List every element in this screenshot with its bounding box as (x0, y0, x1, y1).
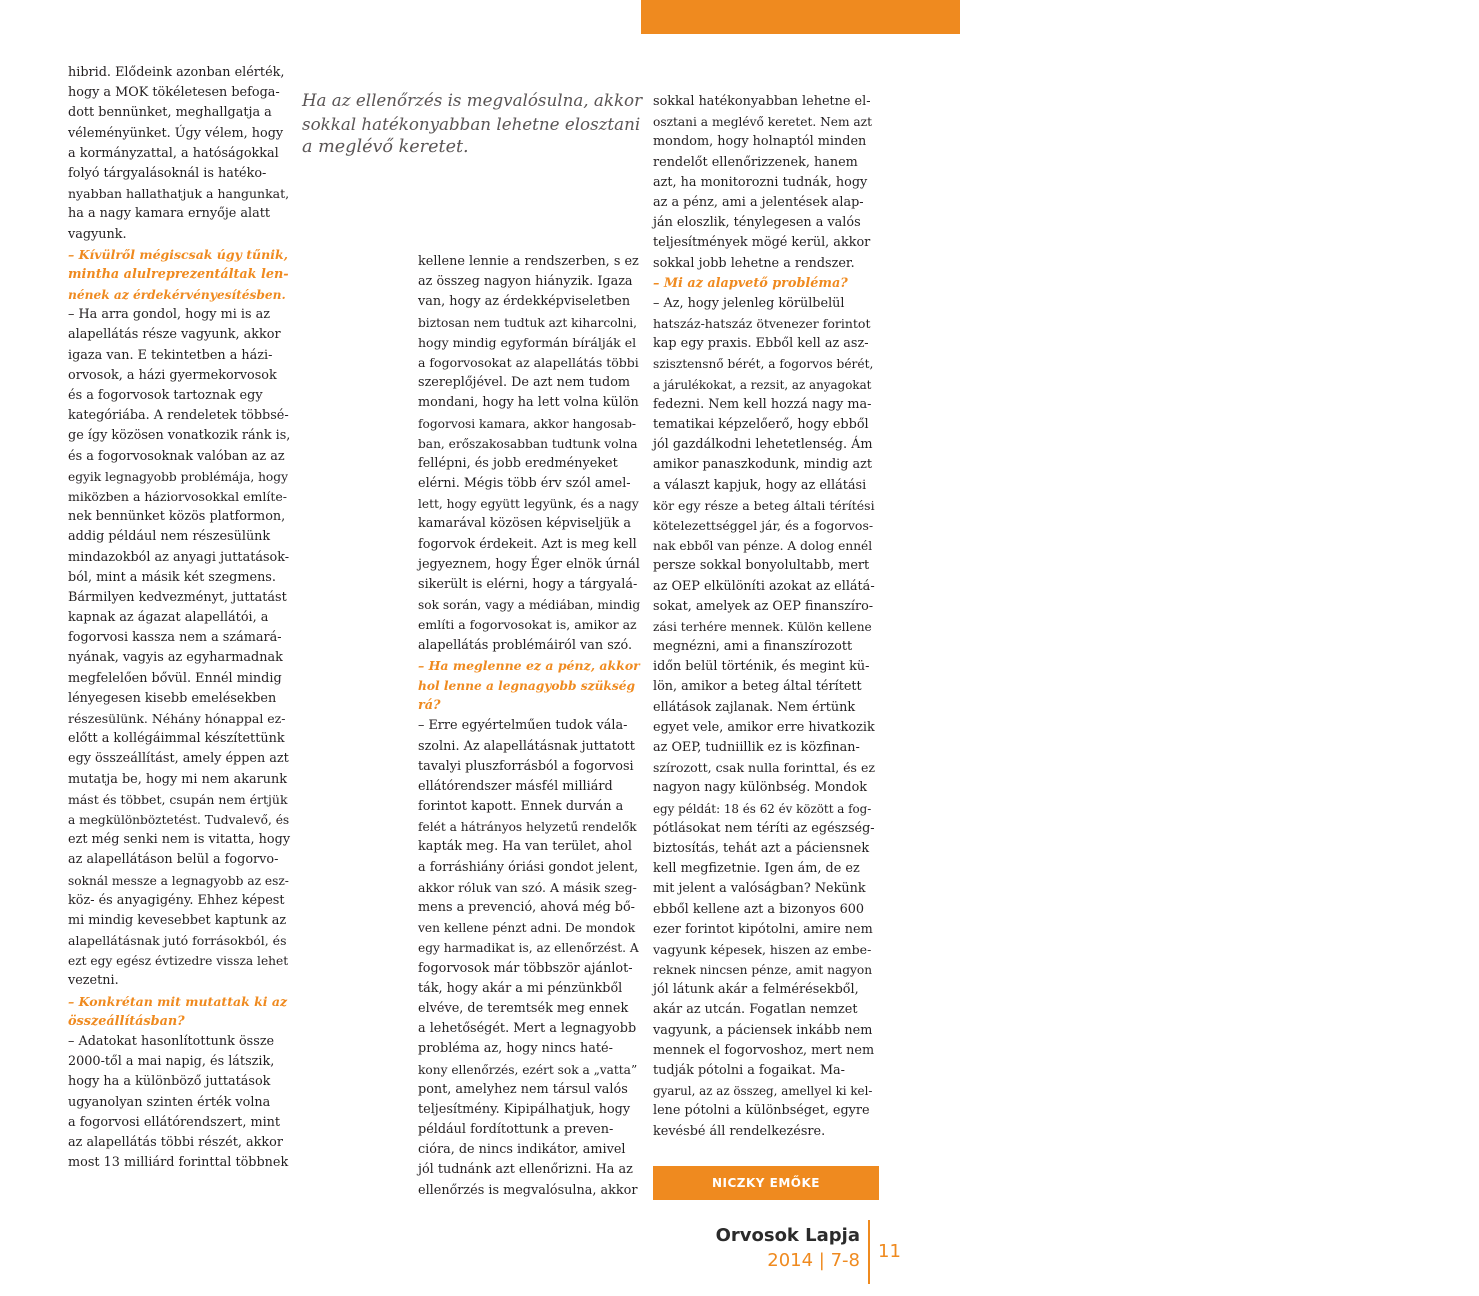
interview-question-line: összeállításban? (68, 1013, 185, 1029)
text-line: egy harmadikat is, az ellenőrzést. A (418, 941, 639, 956)
interview-question-line: rá? (418, 698, 441, 714)
text-line: a választ kapjuk, hogy az ellátási (653, 477, 867, 493)
text-column-left (68, 63, 290, 1173)
text-line: elérni. Mégis több érv szól amel- (418, 476, 631, 492)
text-line: ven kellene pénzt adni. De mondok (418, 921, 636, 936)
text-line: gyarul, az az összeg, amellyel ki kel- (653, 1084, 873, 1099)
interview-question-line: – Konkrétan mit mutattak ki az (68, 993, 288, 1009)
text-line: jól gazdálkodni lehetetlenség. Ám (653, 437, 873, 453)
text-line: alapellátásnak jutó forrásokból, és (68, 933, 287, 949)
text-line: lett, hogy együtt legyünk, és a nagy (418, 497, 639, 512)
text-line: megfelelően bővül. Ennél mindig (68, 670, 282, 686)
text-line: – Ha arra gondol, hogy mi is az (68, 307, 270, 323)
text-line: a forráshiány óriási gondot jelent, (418, 859, 639, 875)
text-line: hogy a MOK tökéletesen befoga- (68, 85, 280, 101)
text-line: a lehetőségét. Mert a legnagyobb (418, 1021, 637, 1037)
text-line: kap egy praxis. Ebből kell az asz- (653, 336, 869, 352)
text-line: és a fogorvosok tartoznak egy (68, 388, 263, 403)
text-line: megnézni, ami a finanszírozott (653, 639, 853, 655)
interview-question-line: – Mi az alapvető probléma? (653, 275, 848, 291)
text-line: osztani a meglévő keretet. Nem azt (653, 115, 873, 130)
interview-question-line: mintha alulreprezentáltak len- (68, 266, 289, 282)
text-line: nek bennünket közös platformon, (68, 509, 286, 525)
text-column-right (653, 92, 875, 1142)
text-line: vezetni. (68, 973, 119, 989)
text-line: nak ebből van pénze. A dolog ennél (653, 539, 873, 554)
text-line: jól látunk akár a felmérésekből, (653, 982, 859, 998)
text-line: véleményünket. Úgy vélem, hogy (68, 125, 284, 141)
text-line: kapták meg. Ha van terület, ahol (418, 839, 632, 855)
author-name: NICZKY EMŐKE (711, 1176, 821, 1190)
text-line: ták, hogy akár a mi pénzünkből (418, 980, 623, 996)
text-line: fedezni. Nem kell hozzá nagy ma- (653, 396, 872, 412)
text-line: probléma az, hogy nincs haté- (418, 1041, 613, 1057)
text-line: vagyunk képesek, hiszen az embe- (653, 941, 872, 957)
text-line: rendelőt ellenőrizzenek, hanem (653, 154, 858, 170)
magazine-name: Orvosok Lapja (715, 1225, 860, 1246)
text-line: hogy ha a különböző juttatások (68, 1074, 271, 1090)
text-line: hibrid. Elődeink azonban elérték, (68, 65, 285, 80)
text-line: kellene lennie a rendszerben, s ez (418, 254, 639, 269)
text-line: jegyeznem, hogy Éger elnök úrnál (418, 556, 640, 572)
text-line: tudják pótolni a fogaikat. Ma- (653, 1063, 846, 1078)
text-line: például fordítottunk a preven- (418, 1122, 614, 1138)
text-line: a fogorvosokat az alapellátás többi (418, 354, 639, 370)
text-line: kapnak az ágazat alapellátói, a (68, 610, 269, 626)
text-line: a járulékokat, a rezsit, az anyagokat (653, 377, 872, 392)
text-line: mi mindig kevesebbet kaptunk az (68, 912, 287, 928)
text-line: most 13 milliárd forinttal többnek (68, 1155, 289, 1171)
text-line: ge így közösen vonatkozik ránk is, (68, 428, 291, 444)
text-line: felét a hátrányos helyzetű rendelők (418, 820, 637, 835)
text-line: fellépni, és jobb eredményeket (418, 455, 618, 471)
text-line: szolni. Az alapellátásnak juttatott (418, 738, 635, 754)
pull-quote (302, 89, 642, 160)
text-line: és a fogorvosoknak valóban az az (68, 448, 285, 464)
text-line: időn belül történik, és megint kü- (653, 659, 870, 675)
text-line: fogorvosok már többször ajánlot- (418, 960, 633, 976)
text-line: mondom, hogy holnaptól minden (653, 134, 867, 150)
interview-question-line: hol lenne a legnagyobb szükség (418, 678, 636, 693)
text-line: lényegesen kisebb emelésekben (68, 690, 277, 706)
text-line: az a pénz, ami a jelentések alap- (653, 194, 864, 210)
text-line: Bármilyen kedvezményt, juttatást (68, 589, 287, 605)
text-line: fogorvosi kamara, akkor hangosab- (418, 416, 636, 431)
text-line: lön, amikor a beteg által térített (653, 679, 862, 695)
text-line: lene pótolni a különbséget, egyre (653, 1103, 870, 1119)
magazine-issue: 2014 | 7-8 (767, 1250, 860, 1271)
text-line: előtt a kollégáimmal készítettünk (68, 731, 285, 747)
text-line: mit jelent a valóságban? Nekünk (653, 881, 866, 897)
text-line: szereplőjével. De azt nem tudom (418, 375, 631, 391)
text-line: kategóriába. A rendeletek többsé- (68, 408, 289, 424)
text-line: soknál messze a legnagyobb az esz- (68, 873, 289, 888)
text-line: mens a prevenció, ahová még bő- (418, 900, 635, 915)
text-line: nagyon nagy különbség. Mondok (653, 780, 868, 796)
text-line: persze sokkal bonyolultabb, mert (653, 558, 870, 574)
text-line: szisztensnő bérét, a fogorvos bérét, (653, 357, 874, 372)
text-line: nyabban hallathatjuk a hangunkat, (68, 186, 290, 202)
text-line: mutatja be, hogy mi nem akarunk (68, 771, 287, 787)
text-line: sikerült is elérni, hogy a tárgyalá- (418, 577, 638, 592)
text-line: köz- és anyagigény. Ehhez képest (68, 892, 285, 908)
text-line: mást és többet, csupán nem értjük (68, 791, 288, 807)
text-line: részesülünk. Néhány hónappal ez- (68, 711, 286, 726)
text-line: van, hogy az érdekképviseletben (418, 294, 631, 310)
text-line: kamarával közösen képviseljük a (418, 516, 632, 532)
text-line: kevésbé áll rendelkezésre. (653, 1123, 826, 1139)
text-line: vagyunk. (68, 226, 127, 242)
interview-question-line: nének az érdekérvényesítésben. (68, 288, 286, 303)
footer-divider (868, 1220, 870, 1284)
text-line: az alapellátáson belül a fogorvo- (68, 852, 279, 868)
text-line: forintot kapott. Ennek durván a (418, 799, 624, 815)
interview-question-line: – Kívülről mégiscsak úgy tűnik, (68, 246, 288, 262)
text-line: ezt még senki nem is vitatta, hogy (68, 832, 291, 848)
text-line: tematikai képzelőerő, hogy ebből (653, 417, 869, 432)
text-line: egy példát: 18 és 62 év között a fog- (653, 801, 872, 816)
text-line: cióra, de nincs indikátor, amivel (418, 1142, 626, 1158)
text-line: igaza van. E tekintetben a házi- (68, 347, 273, 363)
text-line: ellátórendszer másfél milliárd (418, 778, 613, 794)
text-line: egy összeállítást, amely éppen azt (68, 751, 289, 767)
text-line: – Az, hogy jelenleg körülbelül (653, 295, 845, 311)
text-line: biztosan nem tudtuk azt kiharcolni, (418, 315, 638, 330)
text-line: – Erre egyértelműen tudok vála- (418, 718, 628, 734)
page-number: 11 (878, 1241, 901, 1262)
text-line: pótlásokat nem téríti az egészség- (653, 820, 875, 836)
text-line: reknek nincsen pénze, amit nagyon (653, 963, 873, 978)
text-line: folyó tárgyalásoknál is hatéko- (68, 165, 267, 181)
text-line: ezt egy egész évtizedre vissza lehet (68, 954, 289, 969)
text-line: pont, amelyhez nem társul valós (418, 1081, 628, 1097)
pull-quote-line: sokkal hatékonyabban lehetne elosztani (302, 113, 641, 134)
text-line: fogorvok érdekeit. Azt is meg kell (418, 536, 637, 552)
text-line: zási terhére mennek. Külön kellene (653, 619, 872, 634)
text-line: mondani, hogy ha lett volna külön (418, 395, 639, 411)
text-line: egyik legnagyobb problémája, hogy (68, 469, 288, 484)
text-line: 2000-től a mai napig, és látszik, (68, 1054, 275, 1070)
text-line: jól tudnánk azt ellenőrizni. Ha az (418, 1162, 633, 1178)
text-line: egyet vele, amikor erre hivatkozik (653, 719, 875, 735)
text-line: teljesítmények mögé kerül, akkor (653, 235, 871, 251)
text-line: orvosok, a házi gyermekorvosok (68, 367, 277, 383)
text-line: sokat, amelyek az OEP finanszíro- (653, 598, 874, 614)
text-line: ezer forintot kipótolni, amire nem (653, 921, 873, 937)
text-line: kony ellenőrzés, ezért sok a „vatta” (418, 1062, 638, 1077)
text-line: szírozott, csak nulla forinttal, és ez (653, 760, 875, 776)
text-line: kell megfizetnie. Igen ám, de ez (653, 861, 860, 877)
text-line: sokkal hatékonyabban lehetne el- (653, 94, 871, 109)
section-header-bar (641, 0, 1479, 34)
text-line: fogorvosi kassza nem a számará- (68, 630, 282, 646)
text-line: akkor róluk van szó. A másik szeg- (418, 879, 637, 895)
text-line: kör egy része a beteg általi térítési (653, 497, 875, 513)
text-line: miközben a háziorvosokkal említe- (68, 488, 287, 504)
text-line: azt, ha monitorozni tudnák, hogy (653, 174, 868, 190)
text-line: dott bennünket, meghallgatja a (68, 105, 272, 121)
text-line: hogy mindig egyformán bírálják el (418, 334, 637, 350)
text-line: akár az utcán. Fogatlan nemzet (653, 1002, 858, 1018)
text-line: sokkal jobb lehetne a rendszer. (653, 255, 855, 271)
text-line: a fogorvosi ellátórendszert, mint (68, 1114, 281, 1130)
text-line: biztosítás, tehát azt a páciensnek (653, 840, 870, 856)
text-line: alapellátás problémáiról van szó. (418, 637, 633, 653)
text-line: kötelezettséggel jár, és a fogorvos- (653, 517, 874, 533)
text-line: az OEP elkülöníti azokat az ellátá- (653, 578, 875, 594)
text-line: teljesítmény. Kipipálhatjuk, hogy (418, 1101, 631, 1117)
text-line: mindazokból az anyagi juttatások- (68, 549, 290, 565)
text-line: ból, mint a másik két szegmens. (68, 569, 276, 585)
author-box (653, 1166, 879, 1200)
text-line: ha a nagy kamara ernyője alatt (68, 206, 271, 222)
pull-quote-line: Ha az ellenőrzés is megvalósulna, akkor (302, 90, 643, 110)
text-line: elvéve, de teremtsék meg ennek (418, 1000, 629, 1016)
text-line: nyának, vagyis az egyharmadnak (68, 650, 283, 666)
text-line: amikor panaszkodunk, mindig azt (653, 457, 873, 473)
text-line: az OEP, tudniillik ez is közfinan- (653, 740, 860, 755)
interview-question-line: – Ha meglenne ez a pénz, akkor (418, 657, 640, 673)
text-line: említi a fogorvosokat is, amikor az (418, 617, 637, 633)
pull-quote-line: a meglévő keretet. (302, 137, 469, 157)
text-line: az összeg nagyon hiányzik. Igaza (418, 274, 633, 290)
text-line: ugyanolyan szinten érték volna (68, 1094, 271, 1110)
text-line: hatszáz-hatszáz ötvenezer forintot (653, 316, 871, 332)
section-title: ORVOSKAMARA (1296, 6, 1479, 26)
text-line: alapellátás része vagyunk, akkor (68, 327, 281, 343)
text-line: sok során, vagy a médiában, mindig (418, 598, 641, 613)
text-column-middle (418, 252, 640, 1201)
text-line: mennek el fogorvoshoz, mert nem (653, 1042, 875, 1058)
text-line: a kormányzattal, a hatóságokkal (68, 145, 279, 161)
text-line: ebből kellene azt a bizonyos 600 (653, 901, 865, 917)
text-line: ján eloszlik, ténylegesen a valós (653, 215, 861, 231)
text-line: addig például nem részesülünk (68, 529, 271, 545)
text-line: ellenőrzés is megvalósulna, akkor (418, 1182, 638, 1198)
text-line: vagyunk, a páciensek inkább nem (653, 1022, 873, 1038)
text-line: a megkülönböztetést. Tudvalevő, és (68, 812, 290, 827)
text-line: – Adatokat hasonlítottunk össze (68, 1034, 275, 1049)
text-line: ban, erőszakosabban tudtunk volna (418, 436, 638, 451)
text-line: tavalyi pluszforrásból a fogorvosi (418, 758, 634, 774)
text-line: ellátások zajlanak. Nem értünk (653, 699, 856, 715)
text-line: az alapellátás többi részét, akkor (68, 1134, 283, 1150)
